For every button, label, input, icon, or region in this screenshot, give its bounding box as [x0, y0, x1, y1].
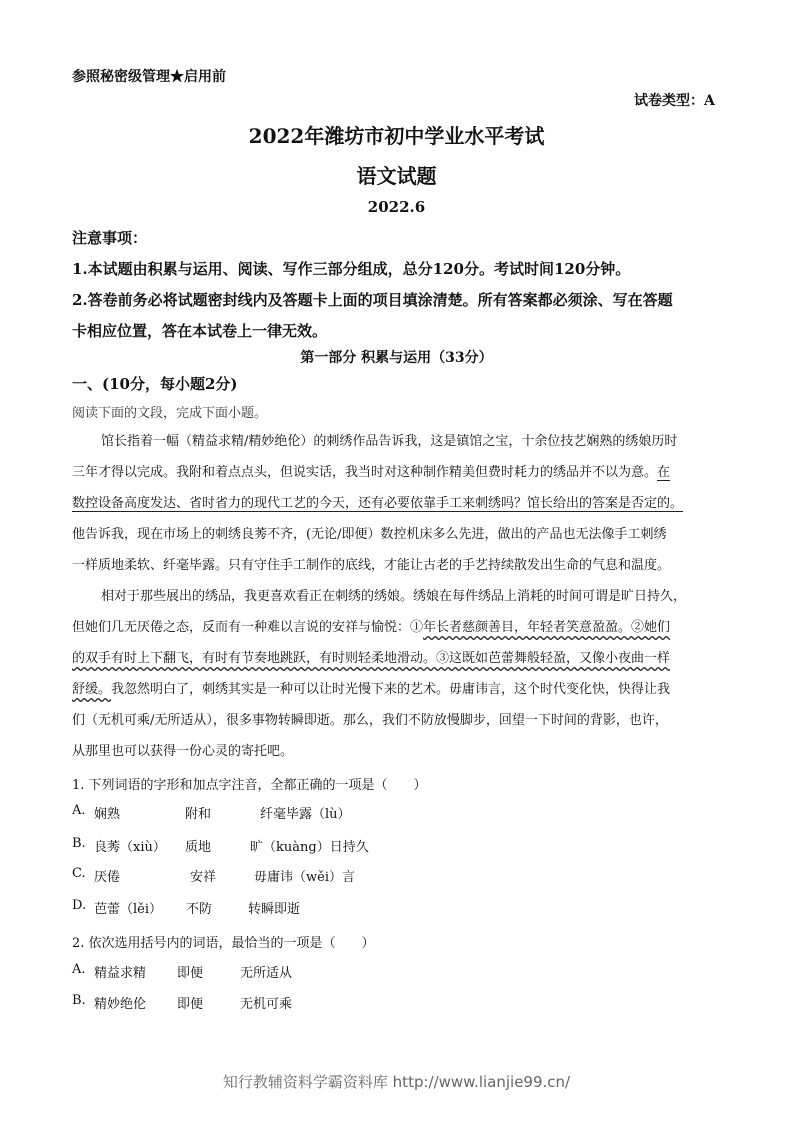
- notice-item-2-cont: 卡相应位置，答在本试卷上一律无效。: [72, 322, 328, 340]
- instruction: 阅读下面的文段，完成下面小题。: [72, 406, 268, 421]
- q1-option-c-letter: C.: [72, 866, 86, 881]
- question-1-stem: 1. 下列词语的字形和加点字注音，全都正确的一项是（ ）: [72, 778, 427, 793]
- q1-option-b-letter: B.: [72, 836, 86, 851]
- wavy-underlined-text: 的双手有时上下翻飞，有时有节奏地跳跃，有时则轻柔地滑动。③这既如芭蕾舞般轻盈，又像小夜曲一样: [72, 651, 671, 666]
- q1-option-a-word2: 附和: [185, 807, 212, 822]
- q2-option-a-word3: 无所适从: [240, 966, 293, 981]
- footer-watermark-link[interactable]: 知行教辅资料学霸资料库 http://www.lianjie99.cn/: [222, 1073, 571, 1091]
- q2-option-a-letter: A.: [72, 962, 86, 977]
- q2-option-b-word3: 无机可乘: [240, 997, 293, 1012]
- exam-date: 2022.6: [367, 198, 426, 216]
- passage-text: 我忽然明白了，刺绣其实是一种可以让时光慢下来的艺术。毋庸讳言，这个时代变化快，快得让我: [111, 682, 671, 697]
- passage-line: [72, 616, 670, 635]
- notice-item-1: 1.本试题由积累与运用、阅读、写作三部分组成，总分120分。考试时间120分钟。: [72, 260, 631, 278]
- q1-option-b-word2: 质地: [185, 840, 212, 855]
- confidential-label: 参照秘密级管理★启用前: [72, 69, 226, 85]
- q2-option-a-word1: 精益求精: [94, 966, 147, 981]
- q2-option-b-word1: 精妙绝伦: [94, 997, 147, 1012]
- passage-line: 从那里也可以获得一份心灵的寄托吧。: [72, 744, 294, 759]
- q1-option-d-word3: 转瞬即逝: [248, 902, 301, 917]
- part-title: 第一部分 积累与运用（33分）: [300, 350, 493, 366]
- q1-option-c-word3: 毋庸讳（wěi）言: [254, 870, 355, 885]
- q1-option-d-word1: 芭蕾（lěi）: [94, 902, 163, 917]
- notice-heading: 注意事项：: [72, 229, 148, 247]
- paper-type-label: 试卷类型：A: [634, 93, 715, 109]
- q2-option-b-word2: 即便: [177, 997, 204, 1012]
- notice-item-2: 2.答卷前务必将试题密封线内及答题卡上面的项目填涂清楚。所有答案都必须涂、写在答题: [72, 291, 673, 309]
- q1-option-b-word3: 旷（kuàng）日持久: [250, 840, 369, 855]
- question-2-stem: 2. 依次选用括号内的词语，最恰当的一项是（ ）: [72, 936, 375, 951]
- passage-line: 他告诉我，现在市场上的刺绣良莠不齐，(无论/即便）数控机床多么先进，做出的产品也无法像手工刺绣: [72, 527, 667, 542]
- passage-line: 一样质地柔软、纤毫毕露。只有守住手工制作的底线，才能让古老的手艺持续散发出生命的气息和温度。: [72, 558, 671, 573]
- q2-option-b-letter: B.: [72, 993, 86, 1008]
- passage-text: 三年才得以完成。我附和着点点头，但说实话，我当时对这种制作精美但费时耗力的绣品并不以为意。: [72, 465, 658, 480]
- q1-option-c-word2: 安祥: [190, 870, 217, 885]
- passage-line: [72, 678, 670, 697]
- section-heading: 一、(10分，每小题2分): [72, 375, 238, 393]
- passage-line: 相对于那些展出的绣品，我更喜欢看正在刺绣的绣娘。绣娘在每件绣品上消耗的时间可谓是旷日持久，: [101, 589, 687, 604]
- q1-option-a-letter: A.: [72, 803, 86, 818]
- exam-title: 2022年潍坊市初中学业水平考试: [248, 124, 545, 148]
- q1-option-b-word1: 良莠（xiù）: [94, 840, 166, 855]
- wavy-underlined-text: 年长者慈颜善目，年轻者笑意盈盈。②她们: [423, 620, 671, 635]
- exam-subtitle: 语文试题: [356, 164, 437, 188]
- q1-option-a-word1: 娴熟: [94, 807, 121, 822]
- wavy-underlined-text: 舒缓。: [72, 682, 112, 697]
- underlined-sentence: 数控设备高度发达、省时省力的现代工艺的今天，还有必要依靠手工来刺绣吗？馆长给出的答案是否定的。: [72, 496, 684, 511]
- passage-line: [72, 461, 670, 480]
- passage-line: 馆长指着一幅（精益求精/精妙绝伦）的刺绣作品告诉我，这是镇馆之宝，十余位技艺娴熟的绣娘历时: [101, 434, 678, 449]
- q1-option-c-word1: 厌倦: [94, 870, 121, 885]
- q1-option-a-word3: 纤毫毕露（lù）: [260, 807, 351, 822]
- underlined-sentence: 在: [657, 465, 671, 480]
- passage-line: 们（无机可乘/无所适从），很多事物转瞬即逝。那么，我们不防放慢脚步，回望一下时间的背影，也许，: [72, 713, 668, 728]
- q2-option-a-word2: 即便: [177, 966, 204, 981]
- q1-option-d-word2: 不防: [186, 902, 213, 917]
- q1-option-d-letter: D.: [72, 898, 87, 913]
- passage-text: 但她们几无厌倦之态，反而有一种难以言说的安祥与愉悦：①: [72, 620, 424, 635]
